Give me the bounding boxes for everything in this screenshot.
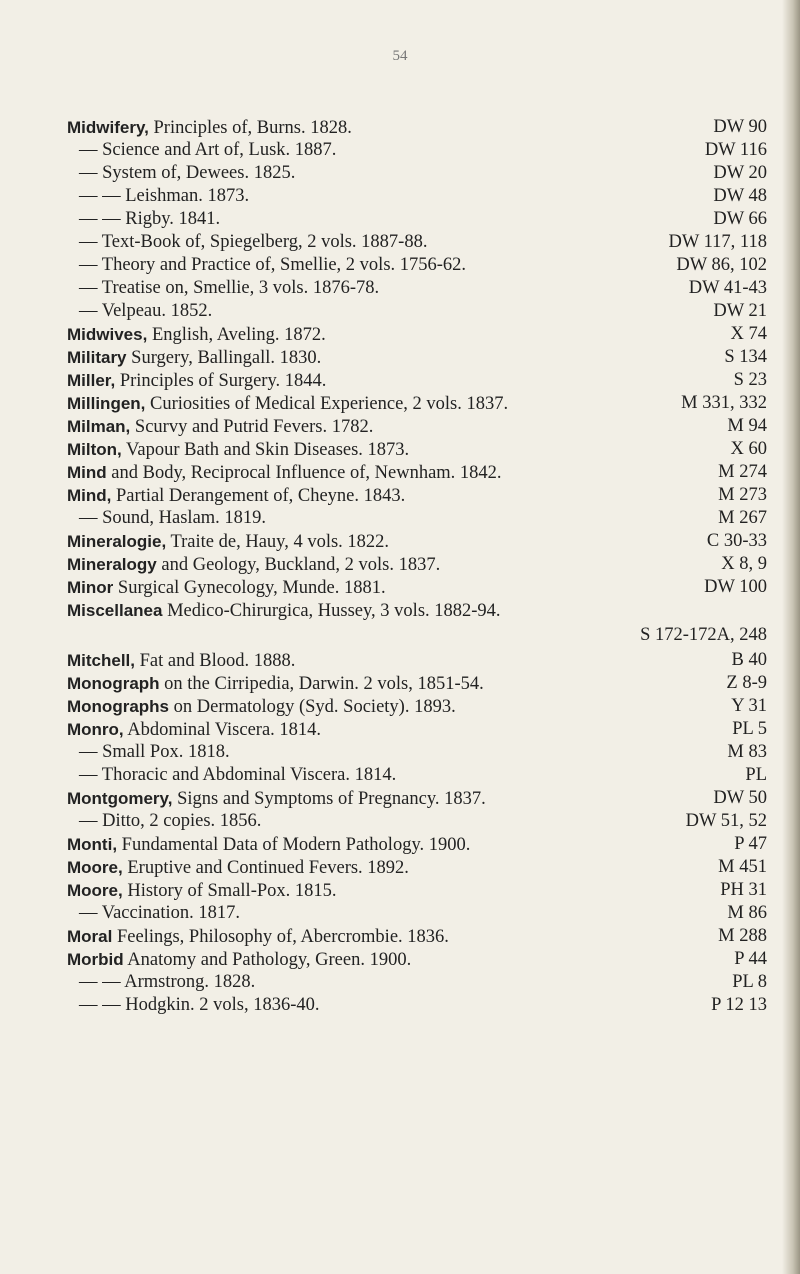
page-edge xyxy=(782,0,800,1274)
shelf-reference: DW 48 xyxy=(713,186,767,206)
entry-title: — Science and Art of, Lusk. 1887. xyxy=(79,140,337,160)
entry-text xyxy=(79,208,220,231)
entry-title: Abdominal Viscera. 1814. xyxy=(123,720,322,740)
entry-title: and Body, Reciprocal Influence of, Newnham. 1842. xyxy=(106,463,502,483)
shelf-reference: M 267 xyxy=(718,508,767,528)
entry-title: Principles of, Burns. 1828. xyxy=(148,118,352,138)
entry-title: Surgery, Ballingall. 1830. xyxy=(126,348,322,368)
entry-text xyxy=(67,553,440,577)
shelf-reference: PL 5 xyxy=(732,719,767,739)
entry-text xyxy=(67,833,470,857)
index-entry xyxy=(67,599,767,622)
entry-text xyxy=(79,902,240,925)
entry-title: — — Leishman. 1873. xyxy=(79,186,250,206)
entry-text xyxy=(67,672,484,696)
shelf-reference: DW 117, 118 xyxy=(668,232,767,252)
entry-text xyxy=(67,116,352,140)
index-entry xyxy=(67,323,767,346)
entry-title: — — Armstrong. 1828. xyxy=(79,972,256,992)
entry-heading: Mineralogie, xyxy=(67,532,167,551)
entry-title: Surgical Gynecology, Munde. 1881. xyxy=(113,578,386,598)
entry-text xyxy=(79,231,427,254)
entry-title: Eruptive and Continued Fevers. 1892. xyxy=(122,858,409,878)
shelf-reference: M 274 xyxy=(718,462,767,482)
entry-title: History of Small-Pox. 1815. xyxy=(122,881,337,901)
shelf-reference: S 23 xyxy=(733,370,767,390)
shelf-reference: S 134 xyxy=(724,347,767,367)
index-entry xyxy=(67,415,767,438)
entry-title: Fundamental Data of Modern Pathology. 1900. xyxy=(117,835,471,855)
shelf-reference: X 74 xyxy=(730,324,767,344)
entry-title: — — Rigby. 1841. xyxy=(79,209,221,229)
index-entry xyxy=(67,254,767,277)
index-entry xyxy=(67,576,767,599)
entry-text xyxy=(79,162,295,185)
entry-heading: Mind, xyxy=(67,486,112,505)
entry-text xyxy=(67,415,373,439)
index-entry xyxy=(67,300,767,323)
entry-title: English, Aveling. 1872. xyxy=(147,325,326,345)
entry-text xyxy=(67,695,456,719)
index-entry xyxy=(67,971,767,994)
entry-title: Fat and Blood. 1888. xyxy=(135,651,296,671)
entry-title: Anatomy and Pathology, Green. 1900. xyxy=(123,950,412,970)
entry-text xyxy=(67,346,321,370)
entry-title: Feelings, Philosophy of, Abercrombie. 1836. xyxy=(112,927,449,947)
entry-text xyxy=(79,185,249,208)
entry-title: — Velpeau. 1852. xyxy=(79,301,213,321)
shelf-reference: DW 50 xyxy=(713,788,767,808)
entry-text xyxy=(79,254,466,277)
entry-title: Traite de, Hauy, 4 vols. 1822. xyxy=(166,532,390,552)
index-entry xyxy=(67,553,767,576)
entry-heading: Military xyxy=(67,348,127,367)
entry-text xyxy=(67,856,409,880)
shelf-reference: DW 41-43 xyxy=(688,278,767,298)
index-entry xyxy=(67,622,767,649)
entry-title: on Dermatology (Syd. Society). 1893. xyxy=(169,697,456,717)
shelf-reference: M 83 xyxy=(727,742,767,762)
shelf-reference: M 94 xyxy=(727,416,767,436)
index-entry xyxy=(67,438,767,461)
entry-title: Principles of Surgery. 1844. xyxy=(115,371,327,391)
entry-text xyxy=(67,925,449,949)
entry-heading: Minor xyxy=(67,578,114,597)
entry-text xyxy=(67,787,486,811)
entry-text xyxy=(79,764,396,787)
entry-title: — Thoracic and Abdominal Viscera. 1814. xyxy=(79,765,397,785)
entry-text xyxy=(67,484,405,508)
page-number: 54 xyxy=(392,48,408,64)
entry-title: — System of, Dewees. 1825. xyxy=(79,163,296,183)
shelf-reference: X 60 xyxy=(730,439,767,459)
index-entry xyxy=(67,484,767,507)
entry-heading: Milton, xyxy=(67,440,122,459)
shelf-reference: DW 21 xyxy=(713,301,767,321)
shelf-reference: PL 8 xyxy=(732,972,767,992)
index-entry xyxy=(67,277,767,300)
index-entry xyxy=(67,116,767,139)
entry-title: on the Cirripedia, Darwin. 2 vols, 1851-54. xyxy=(159,674,484,694)
entry-heading: Monti, xyxy=(67,835,118,854)
entry-text xyxy=(67,530,389,554)
entry-text xyxy=(67,948,411,972)
entry-title: Signs and Symptoms of Pregnancy. 1837. xyxy=(172,789,486,809)
index-entry xyxy=(67,879,767,902)
entry-heading: Moore, xyxy=(67,858,123,877)
entry-heading: Mitchell, xyxy=(67,651,136,670)
entry-title: — Small Pox. 1818. xyxy=(79,742,230,762)
index-entry xyxy=(67,672,767,695)
index-entry xyxy=(67,948,767,971)
entry-text xyxy=(79,971,255,994)
entry-text xyxy=(79,139,336,162)
shelf-reference: M 86 xyxy=(727,903,767,923)
shelf-reference: B 40 xyxy=(731,650,767,670)
index-entry xyxy=(67,787,767,810)
entry-heading: Millingen, xyxy=(67,394,146,413)
entry-text xyxy=(67,323,326,347)
index-entry xyxy=(67,139,767,162)
index-entry xyxy=(67,369,767,392)
entry-heading: Midwifery, xyxy=(67,118,149,137)
entry-title: Scurvy and Putrid Fevers. 1782. xyxy=(130,417,374,437)
index-entry xyxy=(67,741,767,764)
entry-heading: Monographs xyxy=(67,697,169,716)
shelf-reference: P 47 xyxy=(734,834,767,854)
index-entry xyxy=(67,231,767,254)
shelf-reference: Y 31 xyxy=(731,696,767,716)
shelf-reference: DW 90 xyxy=(713,117,767,137)
index-entry xyxy=(67,902,767,925)
index-entry xyxy=(67,649,767,672)
shelf-reference: M 331, 332 xyxy=(681,393,767,413)
entry-title: Partial Derangement of, Cheyne. 1843. xyxy=(111,486,406,506)
shelf-reference: M 288 xyxy=(718,926,767,946)
entry-text xyxy=(67,599,501,623)
entry-heading: Mind xyxy=(67,463,107,482)
entry-title: — — Hodgkin. 2 vols, 1836-40. xyxy=(79,995,320,1015)
shelf-reference: P 12 13 xyxy=(711,995,767,1015)
index-entry xyxy=(67,185,767,208)
entry-text xyxy=(67,576,386,600)
shelf-reference: DW 20 xyxy=(713,163,767,183)
entry-heading: Midwives, xyxy=(67,325,148,344)
entry-text xyxy=(79,810,261,833)
entry-heading: Moore, xyxy=(67,881,123,900)
entry-title: — Ditto, 2 copies. 1856. xyxy=(79,811,262,831)
index-entry xyxy=(67,925,767,948)
entry-text xyxy=(67,461,502,485)
entry-text xyxy=(79,741,230,764)
entry-text xyxy=(79,300,212,323)
shelf-reference: C 30-33 xyxy=(706,531,767,551)
entry-text xyxy=(67,392,508,416)
shelf-reference: PH 31 xyxy=(720,880,767,900)
entry-heading: Montgomery, xyxy=(67,789,173,808)
entry-title: Medico-Chirurgica, Hussey, 3 vols. 1882-94. xyxy=(162,601,501,621)
entry-title: and Geology, Buckland, 2 vols. 1837. xyxy=(156,555,441,575)
index-entry xyxy=(67,530,767,553)
shelf-reference: M 451 xyxy=(718,857,767,877)
shelf-reference: DW 116 xyxy=(704,140,767,160)
entry-text xyxy=(79,507,266,530)
index-entry xyxy=(67,833,767,856)
shelf-reference: Z 8-9 xyxy=(726,673,767,693)
entry-heading: Miscellanea xyxy=(67,601,163,620)
entry-heading: Miller, xyxy=(67,371,116,390)
entry-title: — Theory and Practice of, Smellie, 2 vols. 1756-62. xyxy=(79,255,467,275)
entry-heading: Milman, xyxy=(67,417,131,436)
entry-title: Curiosities of Medical Experience, 2 vols. 1837. xyxy=(145,394,509,414)
entry-heading: Monro, xyxy=(67,720,124,739)
index-entry xyxy=(67,695,767,718)
index-entry xyxy=(67,392,767,415)
index-entry xyxy=(67,810,767,833)
index-entry xyxy=(67,162,767,185)
shelf-reference: M 273 xyxy=(718,485,767,505)
shelf-reference: DW 100 xyxy=(704,577,767,597)
entry-title: Vapour Bath and Skin Diseases. 1873. xyxy=(121,440,410,460)
entry-text xyxy=(79,994,320,1017)
shelf-reference: DW 51, 52 xyxy=(685,811,767,831)
index-entry xyxy=(67,994,767,1017)
entry-title: — Text-Book of, Spiegelberg, 2 vols. 1887-88. xyxy=(79,232,428,252)
index-entry xyxy=(67,208,767,231)
entry-title: — Treatise on, Smellie, 3 vols. 1876-78. xyxy=(79,278,380,298)
index-entry xyxy=(67,856,767,879)
entry-title: — Vaccination. 1817. xyxy=(79,903,240,923)
index-list xyxy=(67,116,767,1017)
entry-heading: Morbid xyxy=(67,950,124,969)
index-entry xyxy=(67,461,767,484)
entry-heading: Monograph xyxy=(67,674,160,693)
entry-heading: Mineralogy xyxy=(67,555,157,574)
shelf-reference: DW 86, 102 xyxy=(676,255,767,275)
index-entry xyxy=(67,346,767,369)
index-entry xyxy=(67,764,767,787)
entry-heading: Moral xyxy=(67,927,113,946)
entry-text xyxy=(67,718,321,742)
entry-text xyxy=(67,438,409,462)
entry-text xyxy=(67,649,295,673)
shelf-reference: X 8, 9 xyxy=(721,554,767,574)
shelf-reference: P 44 xyxy=(734,949,767,969)
entry-title: — Sound, Haslam. 1819. xyxy=(79,508,267,528)
shelf-reference: PL xyxy=(745,765,767,785)
shelf-reference: DW 66 xyxy=(713,209,767,229)
index-entry xyxy=(67,718,767,741)
index-entry xyxy=(67,507,767,530)
shelf-reference: S 172-172A, 248 xyxy=(640,625,767,645)
entry-text xyxy=(67,369,326,393)
entry-text xyxy=(79,277,379,300)
entry-text xyxy=(67,879,337,903)
